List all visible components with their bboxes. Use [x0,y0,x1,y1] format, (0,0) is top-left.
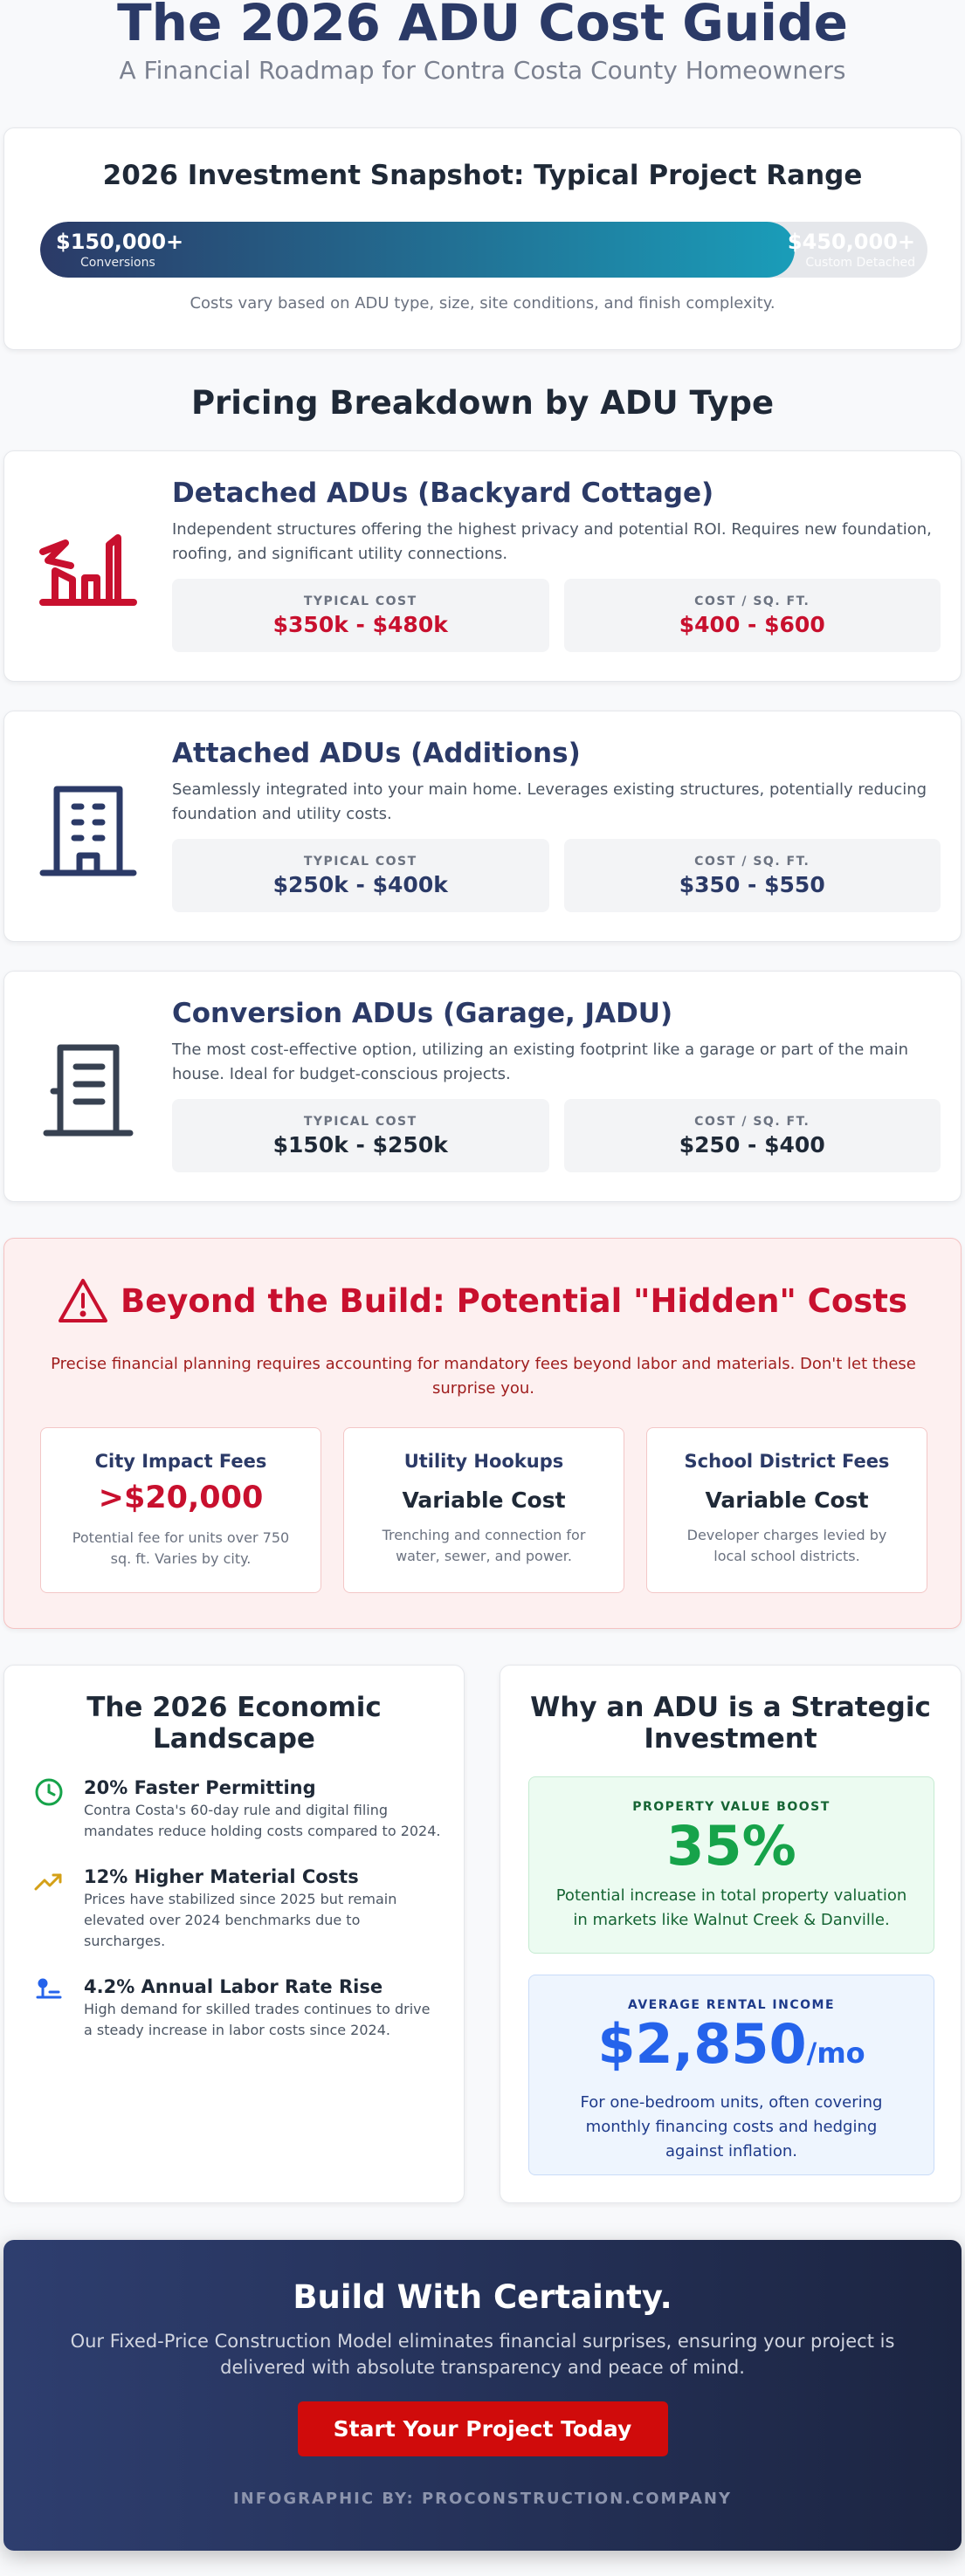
call-to-action-banner [3,2240,962,2551]
list-item [31,1777,441,1842]
cost-per-sqft-box [564,1099,941,1172]
door-icon [36,1037,141,1142]
cta-title: Build With Certainty. [293,2278,672,2316]
fee-value: >$20,000 [98,1480,264,1515]
adu-type-body [172,477,941,652]
hidden-costs-card [3,1238,962,1629]
property-value-label: PROPERTY VALUE BOOST [632,1800,831,1814]
economic-landscape-card [3,1665,465,2203]
strategic-investment-title: Why an ADU is a Strategic Investment [530,1692,931,1755]
snapshot-note: Costs vary based on ADU type, size, site conditions, and finish complexity. [190,294,775,313]
clock-icon [34,1777,64,1807]
range-low-end [56,229,183,271]
cost-per-sqft-box [564,839,941,912]
economic-factor-heading: 20% Faster Permitting [84,1777,316,1798]
page-header [0,0,965,85]
adu-type-stats [172,839,941,912]
start-project-button[interactable]: Start Your Project Today [298,2401,668,2456]
typical-cost-value: $250k - $400k [272,872,448,897]
property-value-number: 35% [666,1814,796,1878]
fee-name: City Impact Fees [94,1451,267,1472]
breakdown-title: Pricing Breakdown by ADU Type [190,384,775,422]
page-subtitle: A Financial Roadmap for Contra Costa County Homeowners [119,56,846,85]
fee-value: Variable Cost [705,1487,869,1513]
page-title: The 2026 ADU Cost Guide [117,0,848,52]
typical-cost-label: TYPICAL COST [303,1115,417,1129]
typical-cost-box [172,579,549,652]
economic-factor-heading: 4.2% Annual Labor Rate Rise [84,1976,383,1997]
fee-item-city-impact [40,1427,321,1593]
hidden-costs-title: Beyond the Build: Potential "Hidden" Costs [121,1281,907,1320]
economic-factor-heading: 12% Higher Material Costs [84,1866,359,1887]
cost-range-bar [40,222,927,278]
cost-per-sqft-value: $350 - $550 [679,872,825,897]
rental-income-metric [528,1975,934,2175]
fee-value: Variable Cost [402,1487,566,1513]
economic-factor-list [31,1777,441,2065]
range-high-end [788,229,915,271]
cost-per-sqft-label: COST / SQ. FT. [694,855,810,869]
fee-name: School District Fees [684,1451,890,1472]
cost-per-sqft-box [564,579,941,652]
economic-factor-description: Contra Costa's 60-day rule and digital filing mandates reduce holding costs compared to 2024. [84,1802,441,1839]
property-value-metric [528,1776,934,1954]
investment-snapshot-card [3,127,962,350]
adu-type-description: Independent structures offering the highest privacy and potential ROI. Requires new foundation, roofing, and significant utility connections. [172,520,932,563]
cost-per-sqft-value: $400 - $600 [679,612,825,637]
infographic-credit: INFOGRAPHIC BY: PROCONSTRUCTION.COMPANY [232,2490,733,2508]
typical-cost-box [172,839,549,912]
rental-income-unit: /mo [806,2037,865,2070]
fee-description: Potential fee for units over 750 sq. ft. Varies by city. [72,1529,290,1567]
adu-type-name: Conversion ADUs (Garage, JADU) [172,998,673,1029]
rental-income-amount: $2,850 [597,2012,807,2076]
typical-cost-label: TYPICAL COST [303,594,417,608]
range-high-label: Custom Detached [805,256,915,270]
economic-landscape-title: The 2026 Economic Landscape [86,1692,382,1755]
adu-type-body [172,998,941,1172]
fee-description: Trenching and connection for water, sewer, and power. [382,1527,586,1564]
hidden-costs-description: Precise financial planning requires accounting for mandatory fees beyond labor and materials. Don't let these surprise you. [51,1355,916,1398]
rental-income-label: AVERAGE RENTAL INCOME [627,1998,836,2012]
range-low-label: Conversions [80,256,155,270]
adu-type-card-detached [3,450,962,682]
typical-cost-value: $350k - $480k [272,612,448,637]
worker-icon [34,1976,64,2006]
cost-per-sqft-value: $250 - $400 [679,1132,825,1157]
building-icon [36,777,141,882]
list-item [31,1976,441,2041]
economic-factor-description: High demand for skilled trades continues to drive a steady increase in labor costs since 2024. [84,2001,431,2038]
adu-type-card-conversion [3,971,962,1202]
fee-item-utility-hookups [343,1427,624,1593]
economic-factor-description: Prices have stabilized since 2025 but remain elevated over 2024 benchmarks due to surcharges. [84,1891,397,1949]
adu-type-description: Seamlessly integrated into your main home. Leverages existing structures, potentially reducing foundation and utility costs. [172,780,927,823]
adu-type-name: Detached ADUs (Backyard Cottage) [172,477,714,509]
list-item [31,1866,441,1952]
rental-income-number [529,2014,934,2084]
range-high-value: $450,000+ [787,230,915,254]
fee-description: Developer charges levied by local school districts. [686,1527,887,1564]
typical-cost-value: $150k - $250k [272,1132,448,1157]
cost-per-sqft-label: COST / SQ. FT. [694,594,810,608]
adu-type-card-attached [3,711,962,942]
typical-cost-box [172,1099,549,1172]
range-low-value: $150,000+ [56,230,184,254]
factory-icon [36,517,141,622]
typical-cost-label: TYPICAL COST [303,855,417,869]
fee-name: Utility Hookups [403,1451,564,1472]
fee-list [40,1427,927,1593]
snapshot-title: 2026 Investment Snapshot: Typical Project Range [102,160,863,191]
adu-type-description: The most cost-effective option, utilizing an existing footprint like a garage or part of the main house. Ideal for budget-conscious projects. [172,1041,909,1083]
cta-description: Our Fixed-Price Construction Model eliminates financial surprises, ensuring your project is delivered with absolute transparency and peace of mind. [70,2331,895,2378]
fee-item-school-district [646,1427,927,1593]
hidden-costs-header [4,1277,961,1324]
adu-type-stats [172,1099,941,1172]
warning-icon [58,1277,108,1324]
trend-up-icon [34,1866,64,1896]
adu-type-body [172,738,941,912]
strategic-investment-card [500,1665,962,2203]
adu-type-name: Attached ADUs (Additions) [172,738,581,769]
cost-per-sqft-label: COST / SQ. FT. [694,1115,810,1129]
property-value-description: Potential increase in total property valuation in markets like Walnut Creek & Danville. [555,1886,907,1929]
adu-type-stats [172,579,941,652]
rental-income-description: For one-bedroom units, often covering monthly financing costs and hedging against inflation. [580,2093,883,2160]
